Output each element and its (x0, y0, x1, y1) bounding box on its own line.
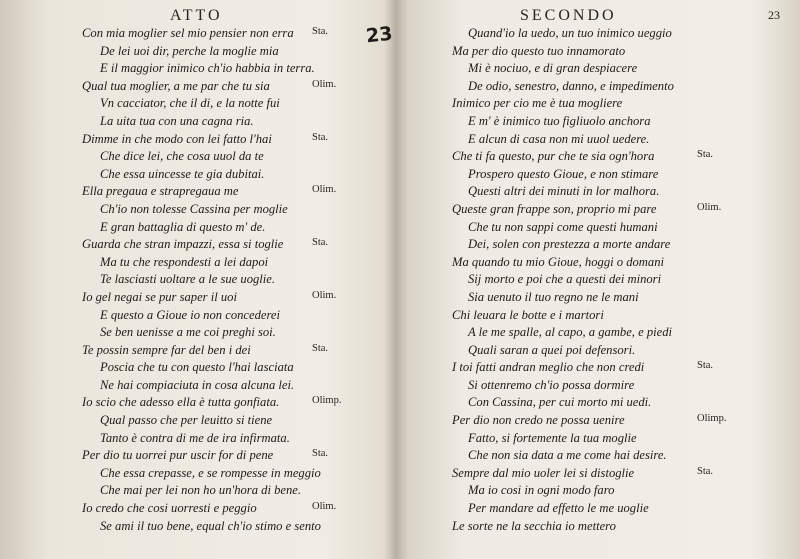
running-head-right: SECONDO (520, 7, 617, 24)
verse-text: Fatto, si fortemente la tua moglie (468, 430, 637, 445)
verse-text: Se ben uenisse a me coi preghi soi. (100, 325, 276, 340)
verse-text: A le me spalle, al capo, a gambe, e piedi (468, 325, 673, 340)
verse-line (0, 378, 398, 396)
verse-line (402, 483, 800, 501)
verse-text: Io scio che adesso ella è tutta gonfiata. (82, 395, 280, 410)
verse-text: Se ami il tuo bene, equal ch'io stimo e sento (100, 518, 321, 533)
verse-line (0, 448, 398, 466)
running-head-left: ATTO (170, 7, 223, 24)
verse-line (402, 26, 800, 44)
verse-text: Quand'io la uedo, un tuo inimico ueggio (468, 26, 672, 40)
verse-text: Sij morto e poi che a questi dei minori (468, 272, 662, 287)
verse-text: Si ottenremo ch'io possa dormire (468, 377, 635, 392)
verse-text: Poscia che tu con questo l'hai lasciata (100, 360, 294, 375)
verse-text: Che tu non sappi come questi humani (468, 219, 658, 234)
verse-line (402, 343, 800, 361)
right-verse-lines (402, 26, 800, 536)
verse-text: Per mandare ad effetto le me uoglie (468, 501, 649, 516)
verse-line (0, 483, 398, 501)
verse-text: Dimme in che modo con lei fatto l'hai (82, 131, 272, 146)
verse-line (0, 79, 398, 97)
speaker-label: Sta. (312, 342, 329, 354)
speaker-label: Olim. (312, 78, 337, 90)
verse-line (402, 378, 800, 396)
verse-text: E alcun di casa non mi uuol uedere. (468, 131, 650, 146)
verse-text: I toi fatti andran meglio che non credi (452, 360, 645, 375)
verse-text: Ma tu che respondesti a lei dapoi (100, 254, 269, 269)
verse-line (402, 149, 800, 167)
verse-line (402, 184, 800, 202)
verse-line (0, 149, 398, 167)
verse-text: Che ti fa questo, pur che te sia ogn'hora (452, 149, 655, 164)
speaker-label: Olimp. (697, 413, 727, 425)
speaker-label: Sta. (312, 26, 329, 37)
verse-line (0, 325, 398, 343)
speaker-label: Sta. (697, 465, 714, 477)
verse-text: Vn cacciator, che il di, e la notte fui (100, 96, 280, 111)
verse-line (402, 237, 800, 255)
verse-text: Qual passo che per leuitto si tiene (100, 413, 273, 428)
verse-line (402, 431, 800, 449)
verse-text: Dei, solen con prestezza a morte andare (468, 237, 671, 252)
verse-text: Qual tua moglier, a me par che tu sia (82, 78, 270, 93)
verse-text: Che non sia data a me come hai desire. (468, 448, 667, 463)
verse-text: Ch'io non tolesse Cassina per moglie (100, 201, 288, 216)
verse-line (402, 290, 800, 308)
verse-line (0, 167, 398, 185)
verse-text: Mi è nociuo, e di gran despiacere (468, 61, 638, 76)
verse-text: Con mia moglier sel mio pensier non erra (82, 26, 294, 40)
verse-line (0, 184, 398, 202)
verse-text: Che essa uincesse te gia dubitai. (100, 166, 265, 181)
speaker-label: Olim. (312, 289, 337, 301)
verse-line (402, 413, 800, 431)
verse-text: Ella pregaua e strapregaua me (82, 184, 239, 199)
speaker-label: Olim. (312, 184, 337, 196)
verse-line (402, 308, 800, 326)
verse-line (402, 325, 800, 343)
verse-line (0, 202, 398, 220)
verse-text: Con Cassina, per cui morto mi uedi. (468, 395, 652, 410)
verse-line (402, 61, 800, 79)
verse-text: Io credo che cosi uorresti e peggio (82, 501, 257, 516)
page-number: 23 (768, 8, 780, 22)
verse-line (0, 132, 398, 150)
speaker-label: Sta. (312, 131, 329, 143)
verse-line (0, 26, 398, 44)
verse-text: Quali saran a quei poi defensori. (468, 342, 636, 357)
speaker-label: Sta. (697, 360, 714, 372)
verse-line (402, 202, 800, 220)
verse-line (402, 167, 800, 185)
verse-line (0, 272, 398, 290)
verse-text: Per dio tu uorrei pur uscir for di pene (82, 448, 274, 463)
verse-text: Ma io cosi in ogni modo faro (468, 483, 615, 498)
verse-line (0, 360, 398, 378)
verse-text: Sia uenuto il tuo regno ne le mani (468, 289, 639, 304)
verse-text: Che essa crepasse, e se rompesse in meggio (100, 465, 321, 480)
verse-line (0, 519, 398, 537)
verse-line (0, 255, 398, 273)
right-page (402, 0, 800, 559)
verse-line (402, 114, 800, 132)
verse-line (0, 413, 398, 431)
verse-line (0, 308, 398, 326)
verse-text: Io gel negai se pur saper il uoi (82, 289, 237, 304)
verse-text: Che mai per lei non ho un'hora di bene. (100, 483, 302, 498)
verse-text: Te possin sempre far del ben i dei (82, 342, 251, 357)
verse-line (0, 290, 398, 308)
verse-line (0, 220, 398, 238)
verse-line (0, 237, 398, 255)
verse-line (402, 360, 800, 378)
verse-text: Le sorte ne la secchia io mettero (452, 518, 616, 533)
verse-text: De odio, senestro, danno, e impedimento (468, 78, 674, 93)
verse-line (0, 114, 398, 132)
verse-text: Te lasciasti uoltare a le sue uoglie. (100, 272, 276, 287)
verse-text: Ma quando tu mio Gioue, hoggi o domani (452, 254, 664, 269)
verse-text: Tanto è contra di me de ira infirmata. (100, 430, 290, 445)
verse-line (402, 448, 800, 466)
verse-line (0, 96, 398, 114)
verse-text: Sempre dal mio uoler lei si distoglie (452, 465, 635, 480)
verse-line (0, 61, 398, 79)
verse-line (402, 519, 800, 537)
verse-text: E gran battaglia di questo m' de. (100, 219, 266, 234)
speaker-label: Olim. (697, 201, 722, 213)
verse-line (402, 44, 800, 62)
verse-line (402, 466, 800, 484)
verse-text: Queste gran frappe son, proprio mi pare (452, 201, 657, 216)
verse-line (402, 395, 800, 413)
verse-text: Ma per dio questo tuo innamorato (452, 43, 626, 58)
verse-text: Chi leuara le botte e i martori (452, 307, 604, 322)
verse-line (0, 343, 398, 361)
speaker-label: Sta. (697, 149, 714, 161)
verse-line (0, 466, 398, 484)
verse-text: Per dio non credo ne possa uenire (452, 413, 625, 428)
verse-text: E il maggior inimico ch'io habbia in terra. (100, 61, 315, 76)
verse-line (0, 395, 398, 413)
verse-text: Questi altri dei minuti in lor malhora. (468, 184, 660, 199)
verse-line (402, 255, 800, 273)
verse-line (402, 96, 800, 114)
handwritten-note: 23 (364, 22, 394, 48)
left-verse-lines (0, 26, 398, 536)
speaker-label: Olimp. (312, 395, 342, 407)
verse-text: Guarda che stran impazzi, essa si toglie (82, 237, 284, 252)
speaker-label: Sta. (312, 448, 329, 460)
verse-text: De lei uoi dir, perche la moglie mia (100, 43, 279, 58)
verse-line (402, 272, 800, 290)
verse-text: Inimico per cio me è tua mogliere (452, 96, 623, 111)
speaker-label: Olim. (312, 501, 337, 513)
verse-line (0, 44, 398, 62)
verse-line (402, 132, 800, 150)
verse-line (402, 79, 800, 97)
verse-line (0, 501, 398, 519)
verse-line (0, 431, 398, 449)
verse-line (402, 501, 800, 519)
verse-text: Ne hai compiaciuta in cosa alcuna lei. (100, 377, 295, 392)
speaker-label: Sta. (312, 237, 329, 249)
verse-text: Prospero questo Gioue, e non stimare (468, 166, 659, 181)
verse-text: E questo a Gioue io non concederei (100, 307, 280, 322)
verse-text: La uita tua con una cagna ria. (100, 113, 254, 128)
verse-text: Che dice lei, che cosa uuol da te (100, 149, 264, 164)
verse-line (402, 220, 800, 238)
verse-text: E m' è inimico tuo figliuolo anchora (468, 113, 651, 128)
left-page (0, 0, 398, 559)
